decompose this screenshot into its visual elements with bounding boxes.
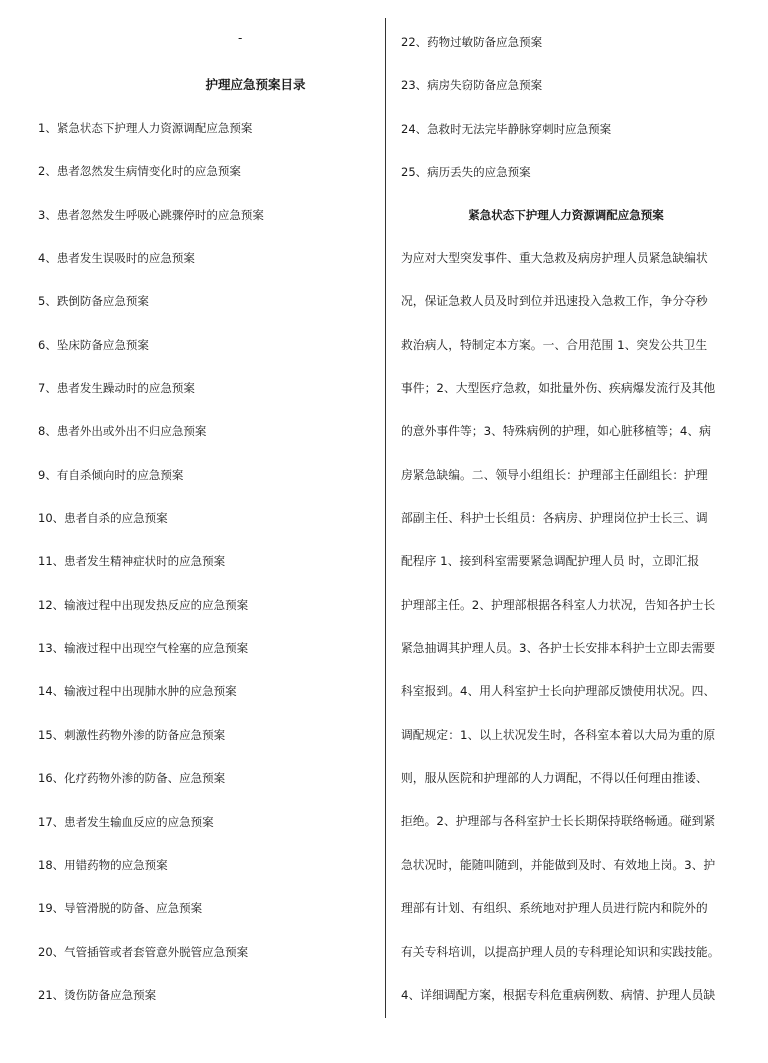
body-line: 况，保证急救人员及时到位并迅速投入急救工作，争分夺秒: [401, 294, 708, 309]
toc-item: 6、坠床防备应急预案: [38, 337, 149, 352]
toc-item: 24、急救时无法完毕静脉穿刺时应急预案: [401, 121, 612, 136]
section-title: 紧急状态下护理人力资源调配应急预案: [468, 208, 664, 222]
toc-item: 20、气管插管或者套管意外脱管应急预案: [38, 944, 249, 959]
toc-item: 5、跌倒防备应急预案: [38, 294, 149, 309]
toc-item: 10、患者自杀的应急预案: [38, 511, 168, 526]
toc-item: 16、化疗药物外渗的防备、应急预案: [38, 771, 226, 786]
toc-item: 2、患者忽然发生病情变化时的应急预案: [38, 164, 241, 179]
header-mark: -: [238, 31, 243, 45]
section-body: [401, 248, 731, 1028]
toc-item: 19、导管滑脱的防备、应急预案: [38, 901, 203, 916]
body-line: 的意外事件等；3、特殊病例的护理，如心脏移植等；4、病: [401, 424, 711, 439]
toc-title: 护理应急预案目录: [205, 77, 306, 92]
body-line: 急状况时，能随叫随到，并能做到及时、有效地上岗。3、护: [401, 857, 716, 872]
body-line: 配程序 1、接到科室需要紧急调配护理人员 时，立即汇报: [401, 554, 700, 569]
toc-item: 15、刺激性药物外渗的防备应急预案: [38, 727, 226, 742]
toc-item: 17、患者发生输血反应的应急预案: [38, 814, 214, 829]
toc-item: 18、用错药物的应急预案: [38, 857, 168, 872]
toc-item: 3、患者忽然发生呼吸心跳骤停时的应急预案: [38, 207, 264, 222]
column-divider: [385, 18, 386, 1018]
toc-item: 14、输液过程中出现肺水肿的应急预案: [38, 684, 237, 699]
toc-item: 13、输液过程中出现空气栓塞的应急预案: [38, 641, 249, 656]
toc-item: 22、药物过敏防备应急预案: [401, 35, 543, 49]
body-line: 4、详细调配方案，根据专科危重病例数、病情、护理人员缺: [401, 987, 716, 1002]
toc-item: 7、患者发生躁动时的应急预案: [38, 381, 195, 396]
body-line: 紧急抽调其护理人员。3、各护士长安排本科护士立即去需要: [401, 641, 716, 656]
body-line: 有关专科培训，以提高护理人员的专科理论知识和实践技能。: [401, 944, 720, 959]
body-line: 部副主任、科护士长组员：各病房、护理岗位护士长三、调: [401, 511, 708, 526]
toc-item: 4、患者发生误吸时的应急预案: [38, 251, 195, 266]
body-line: 则，服从医院和护理部的人力调配，不得以任何理由推诿、: [401, 771, 708, 786]
toc-item: 1、紧急状态下护理人力资源调配应急预案: [38, 121, 253, 135]
toc-item: 8、患者外出或外出不归应急预案: [38, 424, 207, 439]
toc-item: 21、烫伤防备应急预案: [38, 987, 157, 1002]
toc-item: 11、患者发生精神症状时的应急预案: [38, 554, 226, 569]
body-line: 科室报到。4、用人科室护士长向护理部反馈使用状况。四、: [401, 684, 716, 699]
body-line: 救治病人，特制定本方案。一、合用范围 1、突发公共卫生: [401, 337, 708, 352]
toc-list-left: [38, 118, 264, 1028]
toc-item: 12、输液过程中出现发热反应的应急预案: [38, 597, 249, 612]
body-line: 房紧急缺编。二、领导小组组长：护理部主任副组长：护理: [401, 467, 708, 482]
toc-item: 9、有自杀倾向时的应急预案: [38, 467, 184, 482]
body-line: 调配规定：1、以上状况发生时，各科室本着以大局为重的原: [401, 727, 716, 742]
toc-item: 23、病房失窃防备应急预案: [401, 78, 543, 93]
body-line: 拒绝。2、护理部与各科室护士长长期保持联络畅通。碰到紧: [401, 814, 716, 829]
body-line: 为应对大型突发事件、重大急救及病房护理人员紧急缺编状: [401, 251, 708, 265]
toc-item: 25、病历丢失的应急预案: [401, 165, 531, 180]
body-line: 事件；2、大型医疗急救，如批量外伤、疾病爆发流行及其他: [401, 381, 716, 396]
body-line: 理部有计划、有组织、系统地对护理人员进行院内和院外的: [401, 901, 708, 916]
toc-list-right: [401, 32, 611, 205]
body-line: 护理部主任。2、护理部根据各科室人力状况，告知各护士长: [401, 597, 716, 612]
